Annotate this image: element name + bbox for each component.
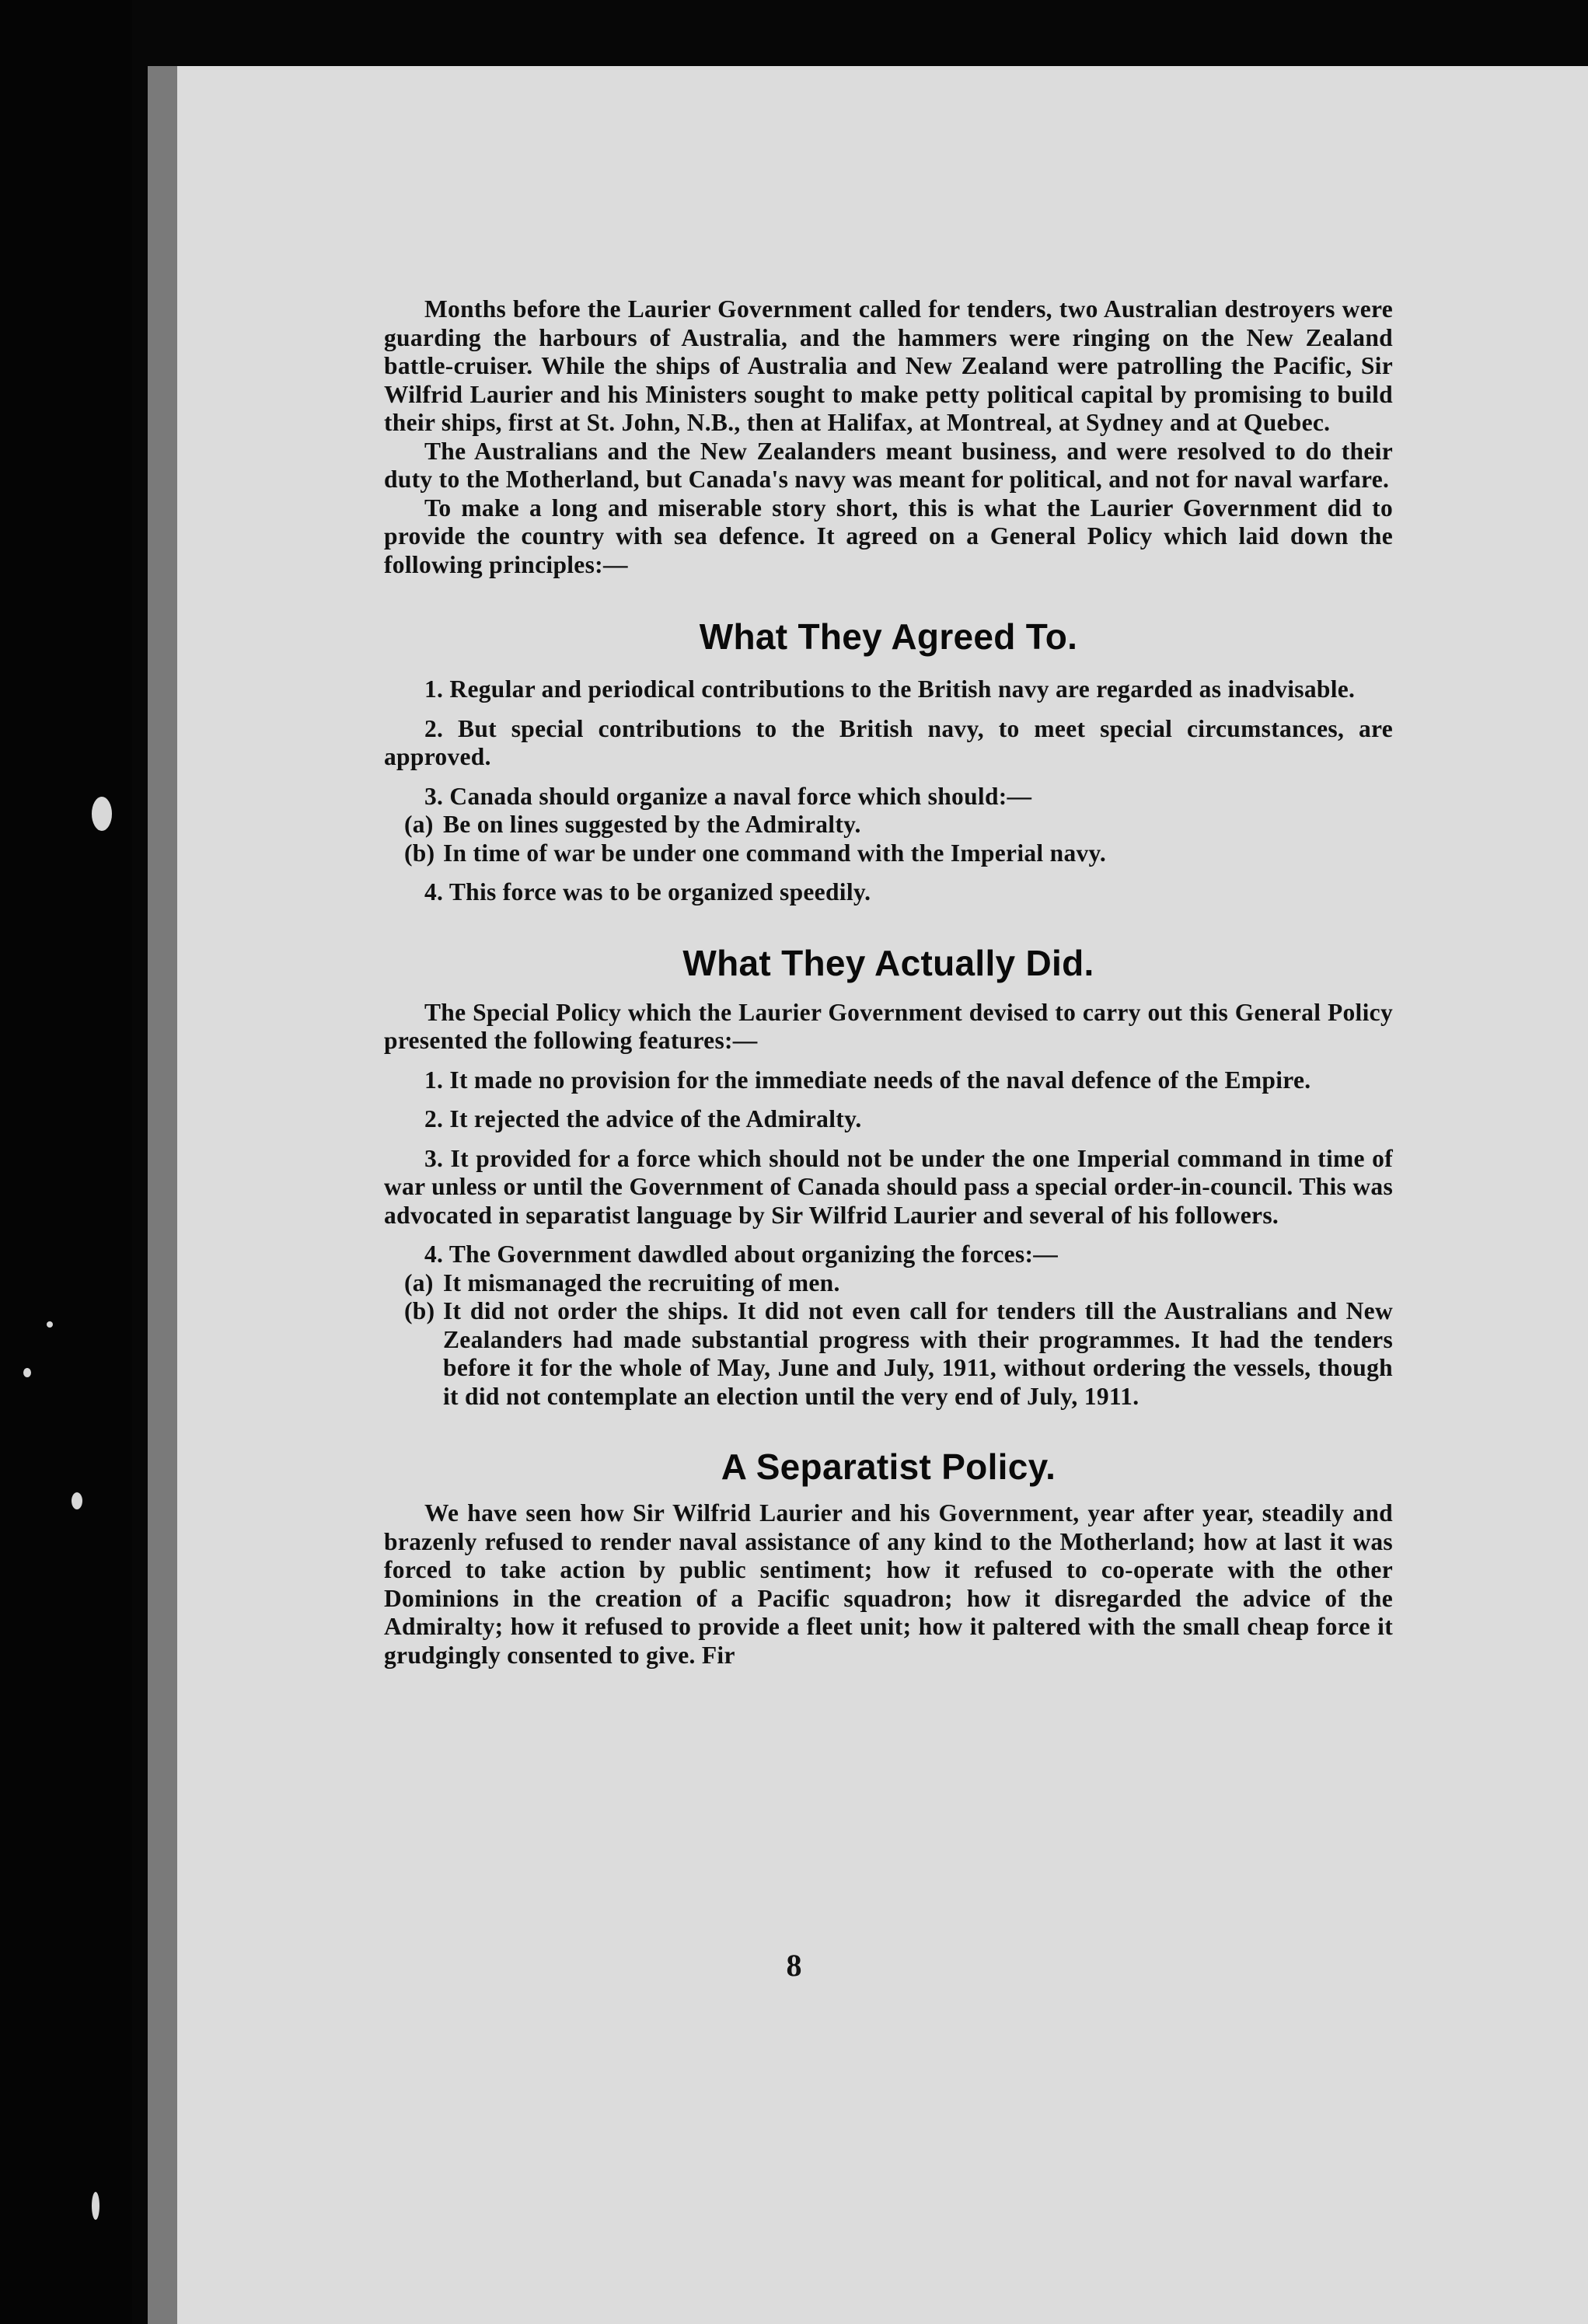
did-item-4a bbox=[384, 1269, 1393, 1298]
scan-speck bbox=[72, 1492, 82, 1509]
agreed-item-3b-label: (b) bbox=[404, 839, 435, 867]
document-body bbox=[384, 295, 1393, 1670]
section-heading-separatist: A Separatist Policy. bbox=[721, 1446, 1056, 1487]
did-item-4b-text: It did not order the ships. It did not even call for tenders till the Australians and New Zealanders had made substantial progress with their programmes. It had the tenders before it for the whole of May, June and July, 1911, without ordering the vessels, though it did not contemplate an election until the very end of July, 1911. bbox=[443, 1297, 1393, 1410]
page-binding-shadow bbox=[148, 66, 177, 2324]
agreed-item-3a-label: (a) bbox=[404, 811, 434, 838]
scan-speck bbox=[92, 2192, 99, 2220]
scan-speck bbox=[47, 1321, 53, 1328]
intro-paragraph-1: Months before the Laurier Government called for tenders, two Australian destroyers were guarding the harbours of Australia, and the hammers were ringing on the New Zealand battle-cruiser. While the ships of Australia and New Zealand were patrolling the Pacific, Sir Wilfrid Laurier and his Ministers sought to make petty political capital by promising to build their ships, first at St. John, N.B., then at Halifax, at Montreal, at Sydney and at Quebec. bbox=[384, 295, 1393, 436]
page-number: 8 bbox=[786, 1948, 802, 1983]
did-item-4a-text: It mismanaged the recruiting of men. bbox=[443, 1268, 840, 1296]
section-heading-did: What They Actually Did. bbox=[682, 942, 1094, 983]
agreed-item-2: 2. But special contributions to the British navy, to meet special circumstances, are approved. bbox=[384, 714, 1393, 770]
separatist-paragraph: We have seen how Sir Wilfrid Laurier and his Government, year after year, steadily and brazenly refused to render naval assistance of any kind to the Motherland; how at last it was forced to take action by public sentiment; how it refused to co-operate with the other Dominions in the creation of a Pacific squadron; how it disregarded the advice of the Admiralty; how it refused to provide a fleet unit; how it paltered with the small cheap force it grudgingly consented to give. Fir bbox=[384, 1499, 1393, 1669]
did-item-3: 3. It provided for a force which should not be under the one Imperial command in time of war unless or until the Government of Canada should pass a special order-in-council. This was advocated in separatist language by Sir Wilfrid Laurier and several of his followers. bbox=[384, 1144, 1393, 1229]
agreed-item-3: 3. Canada should organize a naval force which should:— bbox=[424, 782, 1032, 810]
did-item-4b-label: (b) bbox=[404, 1297, 435, 1324]
agreed-item-3a-text: Be on lines suggested by the Admiralty. bbox=[443, 811, 861, 838]
did-item-4b bbox=[384, 1297, 1393, 1411]
agreed-item-1: 1. Regular and periodical contributions to the British navy are regarded as inadvisable. bbox=[424, 675, 1356, 703]
agreed-item-3b-text: In time of war be under one command with the Imperial navy. bbox=[443, 839, 1107, 867]
section-heading-agreed: What They Agreed To. bbox=[699, 616, 1078, 657]
did-item-4a-label: (a) bbox=[404, 1268, 434, 1296]
agreed-item-3b bbox=[384, 839, 1393, 868]
did-intro: The Special Policy which the Laurier Government devised to carry out this General Policy presented the following features:— bbox=[384, 998, 1393, 1054]
did-item-2: 2. It rejected the advice of the Admiralty. bbox=[424, 1105, 862, 1132]
agreed-item-3a bbox=[384, 811, 1393, 839]
did-item-1: 1. It made no provision for the immediate needs of the naval defence of the Empire. bbox=[424, 1066, 1311, 1094]
intro-paragraph-2: The Australians and the New Zealanders meant business, and were resolved to do their duty to the Motherland, but Canada's navy was meant for political, and not for naval warfare. bbox=[384, 437, 1393, 493]
agreed-item-4: 4. This force was to be organized speedily. bbox=[424, 878, 871, 906]
scan-speck bbox=[92, 797, 112, 831]
intro-paragraph-3: To make a long and miserable story short, this is what the Laurier Government did to provide the country with sea defence. It agreed on a General Policy which laid down the following principles:— bbox=[384, 494, 1393, 578]
scan-speck bbox=[23, 1368, 31, 1377]
did-item-4: 4. The Government dawdled about organizing the forces:— bbox=[424, 1241, 1059, 1268]
